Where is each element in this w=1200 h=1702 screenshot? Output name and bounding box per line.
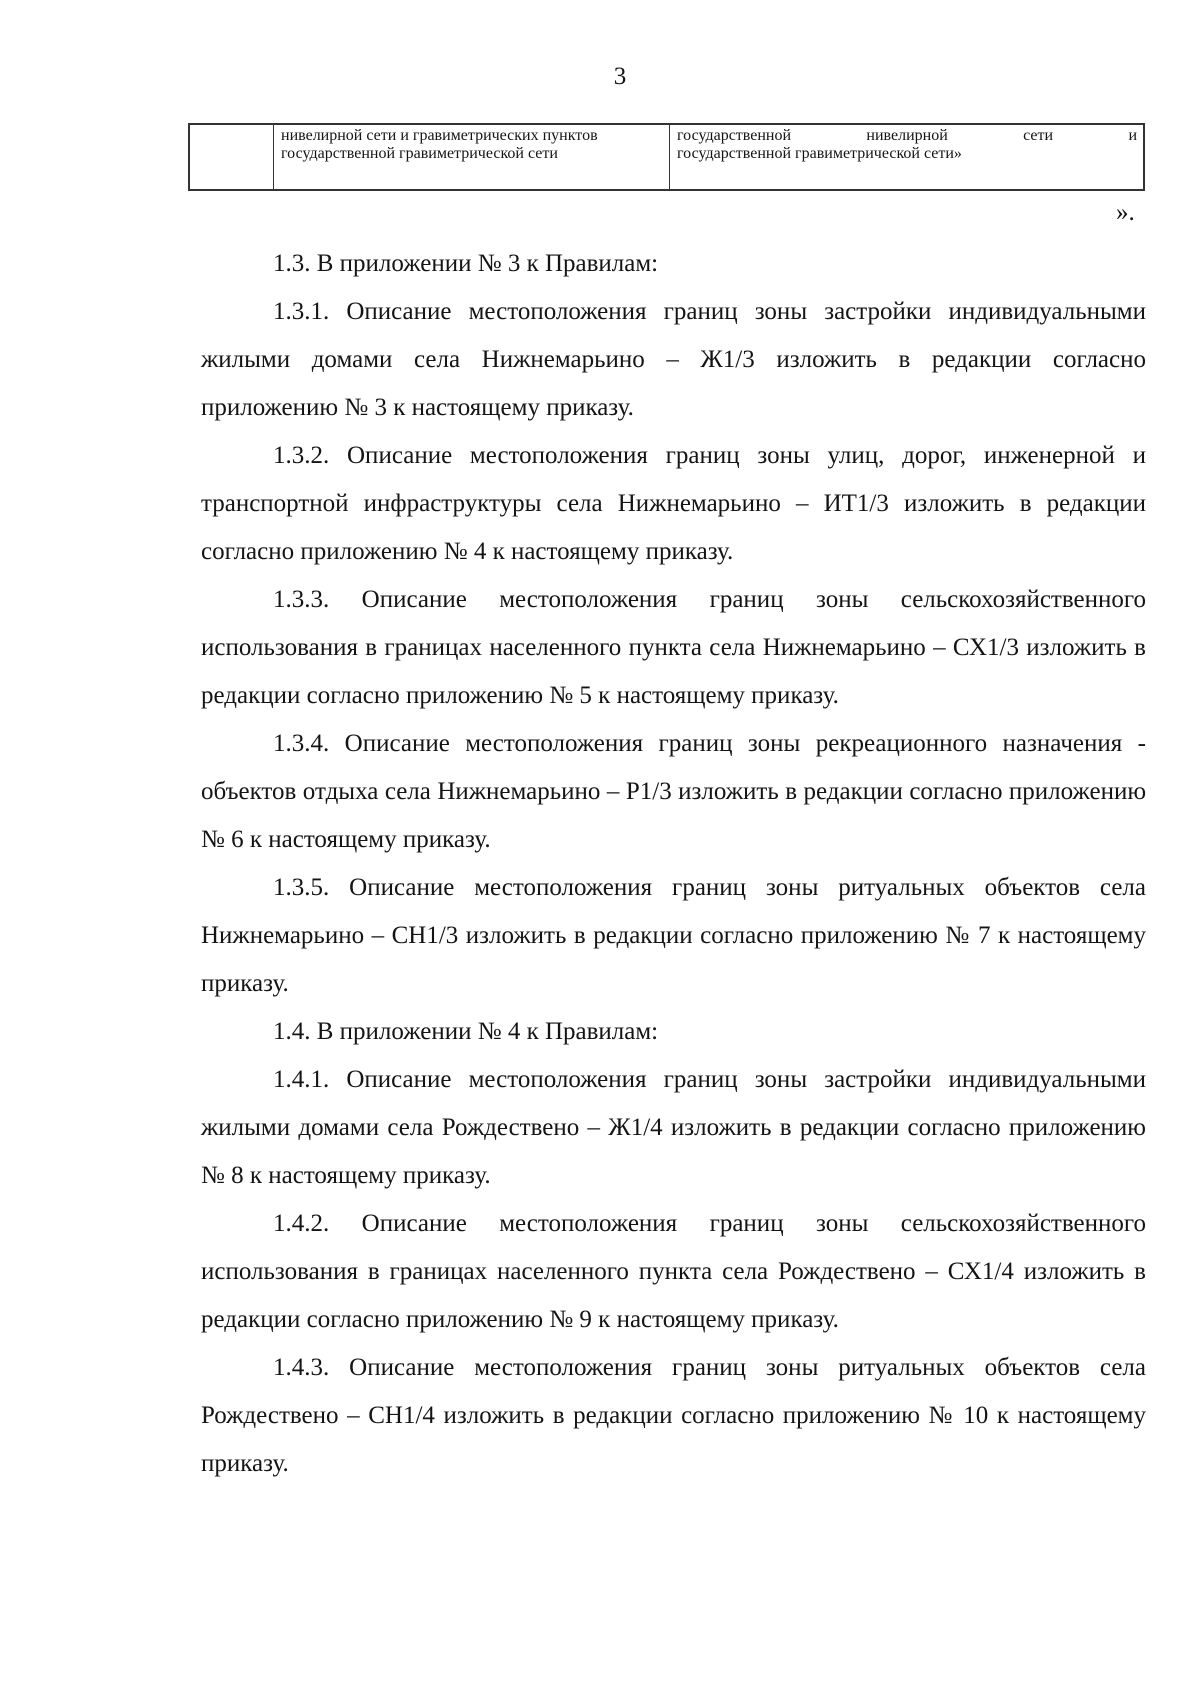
paragraph-1-3-3: 1.3.3. Описание местоположения границ зоны сельскохозяйственного использования в границах населенного пункта села Нижнемарьино – СХ1/3 изложить в редакции согласно приложению № 5 к настоящему приказу. — [201, 586, 1146, 709]
table-cell-description-line-2: государственной гравиметрической сети» — [677, 145, 962, 162]
table-cell-name: нивелирной сети и гравиметрических пунктов государственной гравиметрической сети — [274, 125, 670, 189]
document-body — [201, 240, 1146, 1488]
paragraph-1-4-2: 1.4.2. Описание местоположения границ зоны сельскохозяйственного использования в границах населенного пункта села Рождествено – СХ1/4 изложить в редакции согласно приложению № 9 к настоящему приказу. — [201, 1210, 1146, 1333]
paragraph-1-4: 1.4. В приложении № 4 к Правилам: — [273, 1018, 659, 1045]
paragraph-1-3-2: 1.3.2. Описание местоположения границ зоны улиц, дорог, инженерной и транспортной инфраструктуры села Нижнемарьино – ИТ1/3 изложить в редакции согласно приложению № 4 к настоящему приказу. — [201, 442, 1146, 565]
table-cell-description-line-1: государственной нивелирной сети и — [677, 127, 1137, 144]
page-number: 3 — [613, 63, 627, 90]
paragraph-1-3-1: 1.3.1. Описание местоположения границ зоны застройки индивидуальными жилыми домами села Нижнемарьино – Ж1/3 изложить в редакции согласно приложению № 3 к настоящему приказу. — [201, 298, 1146, 421]
paragraph-1-3: 1.3. В приложении № 3 к Правилам: — [273, 250, 659, 277]
closing-quote: ». — [1116, 199, 1135, 226]
table-cell-description — [670, 125, 1143, 189]
paragraph-1-3-4: 1.3.4. Описание местоположения границ зоны рекреационного назначения - объектов отдыха села Нижнемарьино – Р1/3 изложить в редакции согласно приложению № 6 к настоящему приказу. — [201, 730, 1146, 853]
table-fragment — [188, 123, 1145, 191]
paragraph-1-4-3: 1.4.3. Описание местоположения границ зоны ритуальных объектов села Рождествено – СН1/4 изложить в редакции согласно приложению № 10 к настоящему приказу. — [201, 1354, 1146, 1477]
table-cell-number — [190, 125, 274, 189]
paragraph-1-4-1: 1.4.1. Описание местоположения границ зоны застройки индивидуальными жилыми домами села Рождествено – Ж1/4 изложить в редакции согласно приложению № 8 к настоящему приказу. — [201, 1066, 1146, 1189]
paragraph-1-3-5: 1.3.5. Описание местоположения границ зоны ритуальных объектов села Нижнемарьино – СН1/3 изложить в редакции согласно приложению № 7 к настоящему приказу. — [201, 874, 1146, 997]
